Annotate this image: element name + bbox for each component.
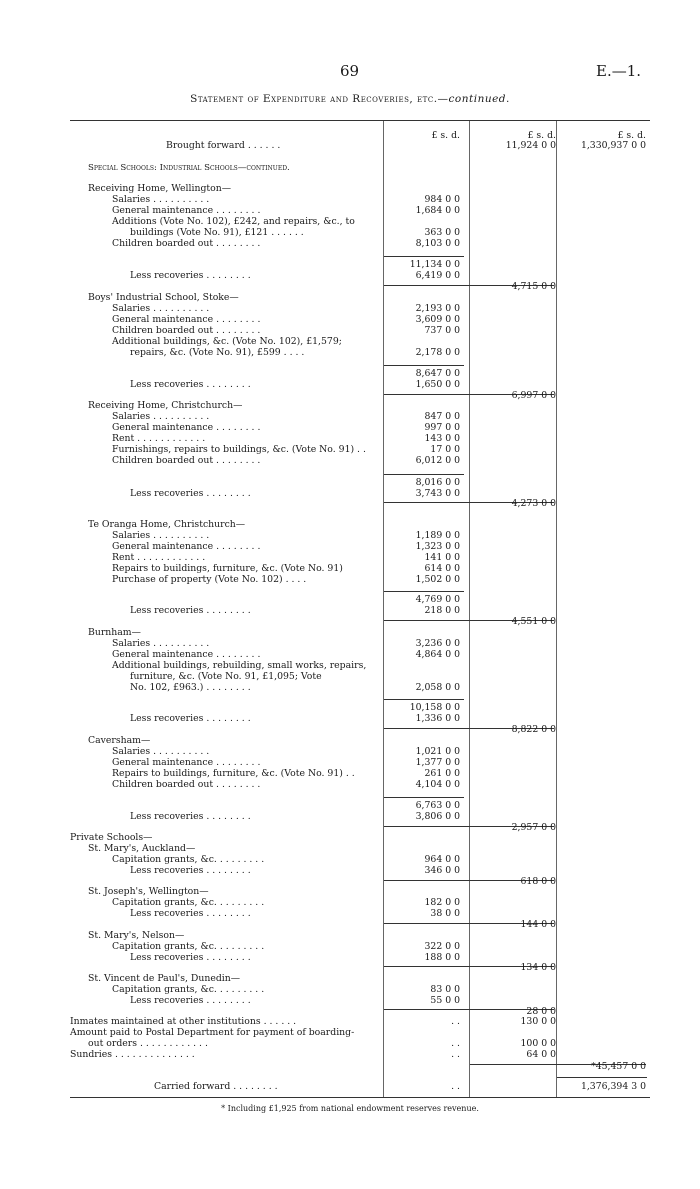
row-label: Additional buildings, &c. (Vote No. 102), £1,579;: [112, 336, 342, 347]
row-label: General maintenance . . . . . . . .: [112, 757, 261, 768]
row-label: Less recoveries . . . . . . . .: [130, 379, 251, 390]
amount-a2: 64 0 0: [526, 1049, 556, 1060]
amount-a1: 4,864 0 0: [415, 649, 460, 660]
row-label: furniture, &c. (Vote No. 91, £1,095; Vote: [130, 671, 322, 682]
amount-a1: 17 0 0: [430, 444, 460, 455]
row-label: Children boarded out . . . . . . . .: [112, 238, 261, 249]
amount-a1: . .: [451, 1081, 460, 1092]
row-label: General maintenance . . . . . . . .: [112, 205, 261, 216]
row-label: No. 102, £963.) . . . . . . . .: [130, 682, 251, 693]
row-label: Additional buildings, rebuilding, small works, repairs,: [112, 660, 367, 671]
amount-a1: 737 0 0: [424, 325, 460, 336]
subtotal-rule: [384, 365, 464, 366]
amount-a2: 6,997 0 0: [511, 390, 556, 401]
amount-a1: 6,419 0 0: [415, 270, 460, 281]
row-label: Salaries . . . . . . . . . .: [112, 411, 210, 422]
amount-a1: 182 0 0: [424, 897, 460, 908]
row-label: Salaries . . . . . . . . . .: [112, 530, 210, 541]
page-number: 69: [340, 62, 360, 80]
amount-a1: 1,021 0 0: [415, 746, 460, 757]
amount-a1: 6,763 0 0: [415, 800, 460, 811]
amount-a1: 8,016 0 0: [415, 477, 460, 488]
row-label: Rent . . . . . . . . . . . .: [112, 552, 206, 563]
row-label: Caversham—: [88, 735, 151, 746]
amount-a1: 141 0 0: [424, 552, 460, 563]
amount-a2: 144 0 0: [520, 919, 556, 930]
column-divider-1: [383, 121, 384, 1097]
amount-a1: 218 0 0: [424, 605, 460, 616]
amount-a1: 322 0 0: [424, 941, 460, 952]
amount-a1: 1,502 0 0: [415, 574, 460, 585]
row-label: Children boarded out . . . . . . . .: [112, 325, 261, 336]
row-label: Less recoveries . . . . . . . .: [130, 270, 251, 281]
amount-a2: 130 0 0: [520, 1016, 556, 1027]
brought-forward-col3: 1,330,937 0 0: [580, 140, 646, 151]
row-label: St. Mary's, Auckland—: [88, 843, 196, 854]
row-label: Salaries . . . . . . . . . .: [112, 194, 210, 205]
row-label: St. Joseph's, Wellington—: [88, 886, 209, 897]
amount-a3: 1,376,394 3 0: [580, 1081, 646, 1092]
row-label: St. Mary's, Nelson—: [88, 930, 185, 941]
row-label: Sundries . . . . . . . . . . . . . .: [70, 1049, 195, 1060]
row-label: Capitation grants, &c. . . . . . . . .: [112, 897, 265, 908]
row-label: Capitation grants, &c. . . . . . . . .: [112, 854, 265, 865]
amount-a1: 143 0 0: [424, 433, 460, 444]
row-label: Repairs to buildings, furniture, &c. (Vote No. 91) . .: [112, 768, 355, 779]
row-label: Boys' Industrial School, Stoke—: [88, 292, 239, 303]
amount-a2: 100 0 0: [520, 1038, 556, 1049]
brought-forward-label: Brought forward . . . . . .: [166, 140, 281, 151]
footnote: * Including £1,925 from national endowment reserves revenue.: [221, 1104, 479, 1113]
subtotal-rule: [384, 474, 464, 475]
row-label: Receiving Home, Wellington—: [88, 183, 232, 194]
subtotal-rule: [557, 1077, 647, 1078]
row-label: Children boarded out . . . . . . . .: [112, 455, 261, 466]
row-label: Less recoveries . . . . . . . .: [130, 952, 251, 963]
row-label: Less recoveries . . . . . . . .: [130, 811, 251, 822]
row-label: Rent . . . . . . . . . . . .: [112, 433, 206, 444]
amount-a1: 38 0 0: [430, 908, 460, 919]
row-label: Furnishings, repairs to buildings, &c. (Vote No. 91) . .: [112, 444, 366, 455]
amount-a2: 28 0 0: [526, 1006, 556, 1017]
amount-a1: 4,769 0 0: [415, 594, 460, 605]
amount-a1: 261 0 0: [424, 768, 460, 779]
row-label: Amount paid to Postal Department for payment of boarding-: [70, 1027, 355, 1038]
title-main: Statement of Expenditure and Recoveries, etc.—: [190, 93, 449, 105]
row-label: Receiving Home, Christchurch—: [88, 400, 243, 411]
row-label: Te Oranga Home, Christchurch—: [88, 519, 246, 530]
column-header-3: £ s. d.: [617, 130, 646, 141]
row-label: Salaries . . . . . . . . . .: [112, 303, 210, 314]
subtotal-rule: [384, 591, 464, 592]
row-label: General maintenance . . . . . . . .: [112, 649, 261, 660]
amount-a1: 188 0 0: [424, 952, 460, 963]
amount-a1: 55 0 0: [430, 995, 460, 1006]
amount-a2: 4,715 0 0: [511, 281, 556, 292]
amount-a1: 3,236 0 0: [415, 638, 460, 649]
amount-a1: 83 0 0: [430, 984, 460, 995]
amount-a1: 984 0 0: [424, 194, 460, 205]
amount-a1: 847 0 0: [424, 411, 460, 422]
row-label: St. Vincent de Paul's, Dunedin—: [88, 973, 241, 984]
amount-a1: 1,650 0 0: [415, 379, 460, 390]
row-label: Capitation grants, &c. . . . . . . . .: [112, 984, 265, 995]
column-divider-3: [556, 121, 557, 1097]
subtotal-rule: [384, 256, 464, 257]
amount-a1: 997 0 0: [424, 422, 460, 433]
amount-a1: 3,743 0 0: [415, 488, 460, 499]
amount-a2: 2,957 0 0: [511, 822, 556, 833]
amount-a1: 2,058 0 0: [415, 682, 460, 693]
amount-a1: 4,104 0 0: [415, 779, 460, 790]
amount-a2: 8,822 0 0: [511, 724, 556, 735]
column-header-1: £ s. d.: [431, 130, 460, 141]
amount-a1: 2,193 0 0: [415, 303, 460, 314]
row-label: repairs, &c. (Vote No. 91), £599 . . . .: [130, 347, 305, 358]
row-label: General maintenance . . . . . . . .: [112, 541, 261, 552]
amount-a1: 8,647 0 0: [415, 368, 460, 379]
subtotal-rule: [384, 797, 464, 798]
amount-a3: *45,457 0 0: [591, 1061, 646, 1072]
amount-a1: 8,103 0 0: [415, 238, 460, 249]
column-header-2: £ s. d.: [527, 130, 556, 141]
row-label: buildings (Vote No. 91), £121 . . . . . .: [130, 227, 304, 238]
amount-a1: 363 0 0: [424, 227, 460, 238]
row-label: General maintenance . . . . . . . .: [112, 422, 261, 433]
amount-a2: 4,551 0 0: [511, 616, 556, 627]
amount-a1: 3,609 0 0: [415, 314, 460, 325]
amount-a2: 618 0 0: [520, 876, 556, 887]
row-label: Children boarded out . . . . . . . .: [112, 779, 261, 790]
amount-a1: 2,178 0 0: [415, 347, 460, 358]
row-label: Private Schools—: [70, 832, 153, 843]
amount-a1: 1,189 0 0: [415, 530, 460, 541]
amount-a1: 3,806 0 0: [415, 811, 460, 822]
page-title: [0, 93, 700, 105]
row-label: Repairs to buildings, furniture, &c. (Vote No. 91): [112, 563, 343, 574]
amount-a1: 10,158 0 0: [409, 702, 460, 713]
row-label: Inmates maintained at other institutions . . . . . .: [70, 1016, 297, 1027]
row-label: Less recoveries . . . . . . . .: [130, 995, 251, 1006]
amount-a1: 1,336 0 0: [415, 713, 460, 724]
amount-a2: 4,273 0 0: [511, 498, 556, 509]
amount-a1: . .: [451, 1038, 460, 1049]
row-label: Purchase of property (Vote No. 102) . . . .: [112, 574, 307, 585]
row-label: Salaries . . . . . . . . . .: [112, 746, 210, 757]
section-heading: Special Schools: Industrial Schools—continued.: [88, 163, 290, 173]
document-reference: E.—1.: [596, 62, 642, 80]
row-label: Less recoveries . . . . . . . .: [130, 908, 251, 919]
row-label: out orders . . . . . . . . . . . .: [88, 1038, 208, 1049]
row-label: Burnham—: [88, 627, 141, 638]
amount-a1: . .: [451, 1016, 460, 1027]
subtotal-rule: [384, 699, 464, 700]
row-label: Less recoveries . . . . . . . .: [130, 488, 251, 499]
amount-a1: 964 0 0: [424, 854, 460, 865]
amount-a1: . .: [451, 1049, 460, 1060]
row-label: General maintenance . . . . . . . .: [112, 314, 261, 325]
row-label: Less recoveries . . . . . . . .: [130, 713, 251, 724]
title-continued: continued.: [448, 93, 510, 105]
amount-a1: 6,012 0 0: [415, 455, 460, 466]
bottom-rule: [70, 1097, 650, 1098]
row-label: Capitation grants, &c. . . . . . . . .: [112, 941, 265, 952]
column-divider-2: [469, 121, 470, 1097]
amount-a1: 1,377 0 0: [415, 757, 460, 768]
row-label: Salaries . . . . . . . . . .: [112, 638, 210, 649]
row-label: Less recoveries . . . . . . . .: [130, 865, 251, 876]
amount-a1: 346 0 0: [424, 865, 460, 876]
amount-a1: 1,684 0 0: [415, 205, 460, 216]
top-rule: [70, 120, 650, 121]
amount-a2: 134 0 0: [520, 962, 556, 973]
amount-a1: 1,323 0 0: [415, 541, 460, 552]
amount-a1: 11,134 0 0: [409, 259, 460, 270]
row-label: Additions (Vote No. 102), £242, and repairs, &c., to: [112, 216, 355, 227]
row-label: Less recoveries . . . . . . . .: [130, 605, 251, 616]
brought-forward-col2: 11,924 0 0: [505, 140, 556, 151]
amount-a1: 614 0 0: [424, 563, 460, 574]
row-label: Carried forward . . . . . . . .: [154, 1081, 278, 1092]
